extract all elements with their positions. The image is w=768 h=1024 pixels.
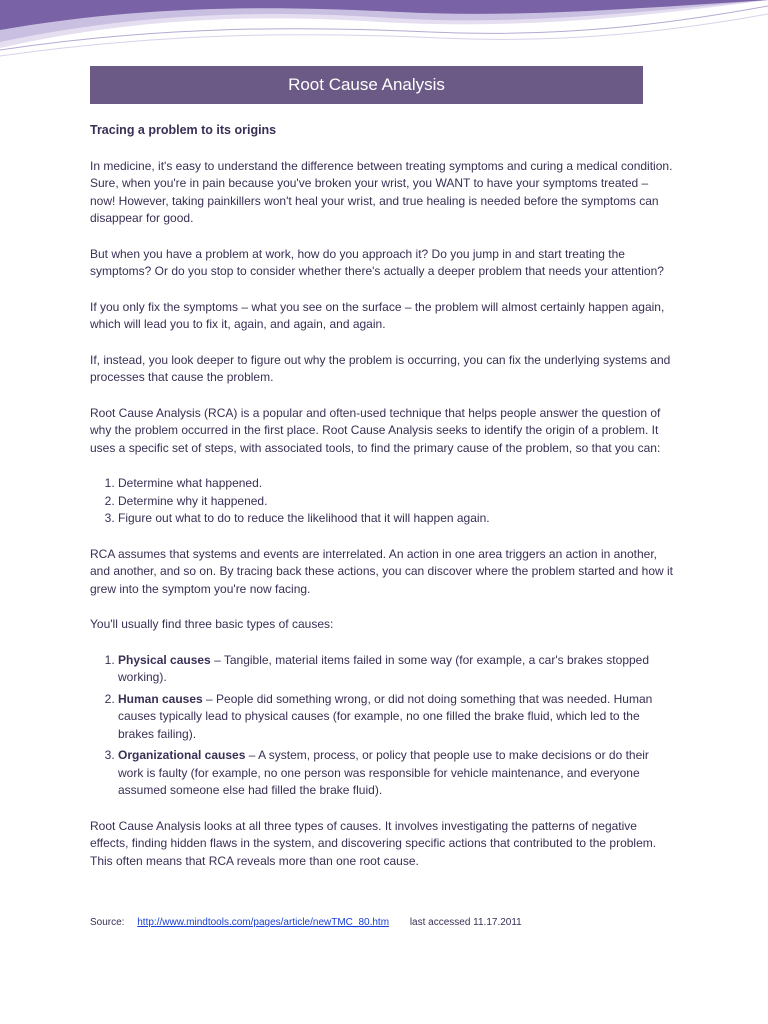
- list-item: 2. Determine why it happened.: [118, 493, 675, 511]
- list-item: [118, 747, 675, 800]
- cause-text: – Tangible, material items failed in some way (for example, a car's brakes stopped working).: [118, 652, 650, 684]
- header-wave-decoration: [0, 0, 768, 70]
- cause-text: – A system, process, or policy that people use to make decisions or do their work is faulty (for example, no one person was responsible for vehicle maintenance, and everyone assumed someone else had filled the brake fluid).: [118, 748, 649, 797]
- title-bar: [90, 66, 643, 104]
- document-subtitle: Tracing a problem to its origins: [90, 123, 277, 137]
- cause-term: Organizational causes: [118, 748, 246, 762]
- list-item: [118, 691, 675, 744]
- cause-term: Physical causes: [118, 652, 211, 667]
- cause-term: Human causes: [118, 691, 203, 706]
- paragraph: RCA assumes that systems and events are interrelated. An action in one area triggers an action in another, and another, and so on. By tracing back these actions, you can discover where the problem started and how it grew into the symptom you're now facing.: [90, 546, 674, 596]
- causes-list: [90, 652, 675, 800]
- paragraph: If you only fix the symptoms – what you see on the surface – the problem will almost certainly happen again, which will lead you to fix it, again, and again, and again.: [90, 299, 665, 331]
- closing-paragraph: Root Cause Analysis looks at all three types of causes. It involves investigating the patterns of negative effects, finding hidden flaws in the system, and discovering specific actions that contributed to the problem. This often means that RCA reveals more than one root cause.: [90, 818, 657, 868]
- cause-text: – People did something wrong, or did not doing something that was needed. Human causes typically lead to physical causes (for example, no one filled the brake fluid, which led to the brakes failing).: [118, 691, 653, 741]
- causes-intro: You'll usually find three basic types of causes:: [90, 617, 334, 631]
- document-title: Root Cause Analysis: [288, 75, 445, 94]
- list-item: 3. Figure out what to do to reduce the likelihood that it will happen again.: [118, 510, 675, 528]
- source-label: Source:: [90, 917, 125, 928]
- accessed-date: last accessed 11.17.2011: [409, 917, 522, 928]
- steps-list: [90, 475, 675, 528]
- paragraph: Root Cause Analysis (RCA) is a popular and often-used technique that helps people answer the question of why the problem occurred in the first place. Root Cause Analysis seeks to identify the origin of a problem. It uses a specific set of steps, with associated tools, to find the primary cause of the problem, so that you can:: [90, 405, 661, 455]
- paragraph: If, instead, you look deeper to figure out why the problem is occurring, you can fix the underlying systems and processes that cause the problem.: [90, 352, 671, 384]
- paragraph: But when you have a problem at work, how do you approach it? Do you jump in and start treating the symptoms? Or do you stop to consider whether there's actually a deeper problem that needs your attention?: [90, 246, 664, 278]
- document-body: [90, 122, 675, 888]
- list-item: [118, 652, 675, 687]
- source-line: [90, 917, 522, 928]
- list-item: 1. Determine what happened.: [118, 475, 675, 493]
- source-link[interactable]: http://www.mindtools.com/pages/article/newTMC_80.htm: [137, 917, 390, 928]
- paragraph: In medicine, it's easy to understand the difference between treating symptoms and curing a medical condition. Sure, when you're in pain because you've broken your wrist, you WANT to have your symptoms treated – now! However, taking painkillers won't heal your wrist, and true healing is needed before the symptoms can disappear for good.: [90, 158, 673, 225]
